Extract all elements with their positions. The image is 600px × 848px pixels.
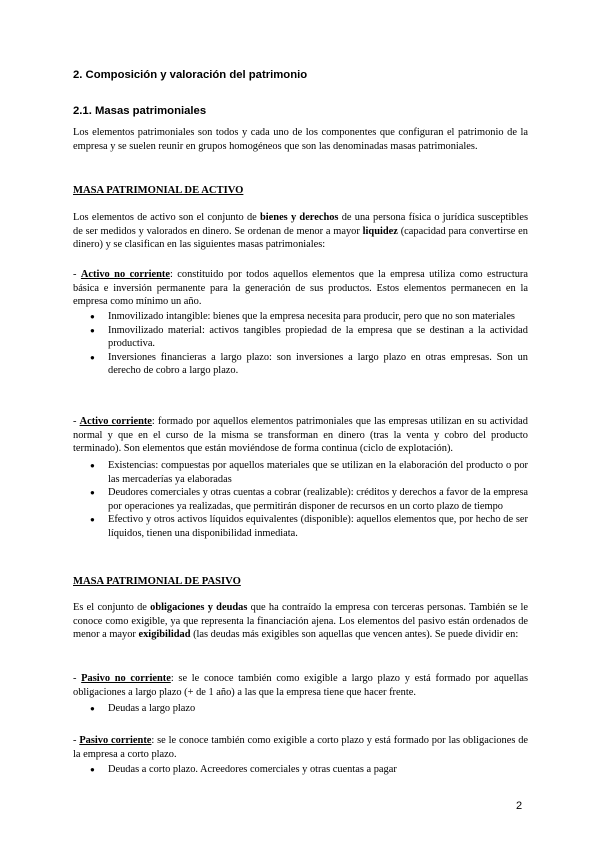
list-item: ● Deudas a largo plazo xyxy=(90,702,528,716)
activo-corriente-label: Activo corriente xyxy=(79,416,152,427)
obligaciones-deudas-bold: obligaciones y deudas xyxy=(150,602,248,613)
activo-corriente-list xyxy=(90,459,528,540)
pasivo-corriente-label: Pasivo corriente xyxy=(79,735,152,746)
pasivo-heading: MASA PATRIMONIAL DE PASIVO xyxy=(73,576,241,587)
pasivo-no-corriente-list xyxy=(90,702,528,716)
page-number: 2 xyxy=(516,800,523,812)
activo-description: Los elementos de activo son el conjunto de bienes y derechos de una persona física o jurídica susceptibles de ser medidos y valorados en dinero. Se ordenan de menor a mayor liquidez (capacidad para convertirse en dinero) y se clasifican en las siguientes masas patrimoniales: xyxy=(73,212,528,250)
section-title: 2. Composición y valoración del patrimonio xyxy=(73,69,308,81)
activo-no-corriente-label: Activo no corriente xyxy=(80,269,170,280)
exigibilidad-bold: exigibilidad xyxy=(138,629,191,640)
pasivo-corriente-list xyxy=(90,763,528,777)
list-item: ● Existencias: compuestas por aquellos materiales que se utilizan en la elaboración del producto o por las mercaderías ya elaboradas xyxy=(90,459,528,486)
liquidez-bold: liquidez xyxy=(362,225,398,237)
subsection-title: 2.1. Masas patrimoniales xyxy=(73,105,207,117)
pasivo-no-corriente-label: Pasivo no corriente xyxy=(81,673,171,684)
list-item: ● Efectivo y otros activos líquidos equivalentes (disponible): aquellos elementos que, por hecho de ser líquidos, tienen una disponibilidad inmediata. xyxy=(90,513,528,540)
activo-corriente-paragraph: - Activo corriente: formado por aquellos elementos patrimoniales que las empresas utilizan en su actividad normal y que en el curso de la misma se transforman en dinero (tras la venta y cobro del producto terminado). Son elementos que están moviéndose de forma continua (ciclo de explotación). xyxy=(73,416,528,454)
activo-heading: MASA PATRIMONIAL DE ACTIVO xyxy=(73,185,244,196)
list-item: ● Inversiones financieras a largo plazo: son inversiones a largo plazo en otras empresas. Son un derecho de cobro a largo plazo. xyxy=(90,351,528,378)
pasivo-corriente-paragraph: - Pasivo corriente: se le conoce también como exigible a corto plazo y está formado por las obligaciones de la empresa a corto plazo. xyxy=(73,735,529,760)
bienes-derechos-bold: bienes y derechos xyxy=(260,212,339,223)
pasivo-description: Es el conjunto de obligaciones y deudas que ha contraído la empresa con terceras personas. También se le conoce como exigible, ya que representa la financiación ajena. Los elementos del pasivo están ordenados de menor a mayor exigibilidad (las deudas más exigibles son aquellas que vencen antes). Se puede dividir en: xyxy=(73,602,528,640)
activo-no-corriente-list xyxy=(90,310,528,378)
list-item: ● Inmovilizado material: activos tangibles propiedad de la empresa que se destinan a la actividad productiva. xyxy=(90,324,528,351)
list-item: ● Deudores comerciales y otras cuentas a cobrar (realizable): créditos y derechos a favor de la empresa por operaciones ya realizadas, que permitirán disponer de recursos en un corto plazo de tiempo xyxy=(90,486,528,513)
list-item: ● Deudas a corto plazo. Acreedores comerciales y otras cuentas a pagar xyxy=(90,763,528,777)
list-item: ● Inmovilizado intangible: bienes que la empresa necesita para producir, pero que no son materiales xyxy=(90,310,528,324)
pasivo-no-corriente-paragraph: - Pasivo no corriente: se le conoce también como exigible a largo plazo y está formado por aquellas obligaciones a largo plazo (+ de 1 año) a las que la empresa tiene que hacer frente. xyxy=(73,673,528,698)
intro-paragraph: Los elementos patrimoniales son todos y cada uno de los componentes que configuran el patrimonio de la empresa y se suelen reunir en grupos homogéneos que son las denominadas masas patrimoniales. xyxy=(73,127,528,152)
activo-no-corriente-paragraph: - Activo no corriente: constituido por todos aquellos elementos que la empresa utiliza como estructura básica e inversión permanente para la generación de sus productos. Estos elementos permanecen en la empresa como mínimo un año. xyxy=(73,269,528,307)
